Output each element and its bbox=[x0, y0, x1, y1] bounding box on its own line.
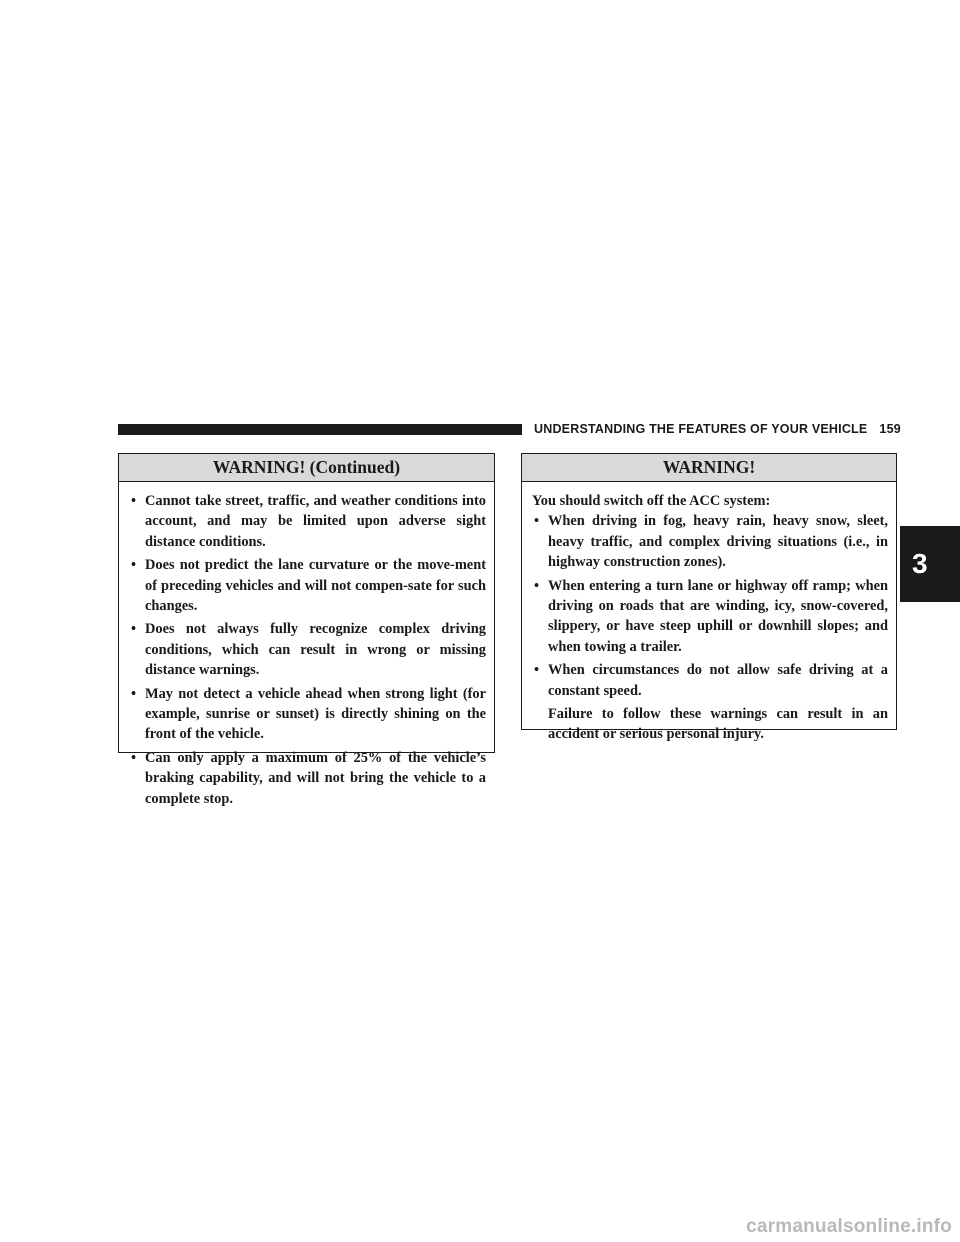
header-rule bbox=[118, 424, 522, 435]
warning-body-continued bbox=[119, 482, 494, 809]
list-item: • Cannot take street, traffic, and weather conditions into account, and may be limited upon adverse sight distance conditions. bbox=[131, 493, 486, 550]
chapter-tab: 3 bbox=[900, 526, 960, 602]
warning-box-continued bbox=[118, 453, 495, 807]
warning-intro: You should switch off the ACC system: bbox=[532, 493, 771, 509]
list-item: • When entering a turn lane or highway off ramp; when driving on roads that are winding, icy, snow-covered, slippery, or have steep uphill or downhill slopes; and when towing a trailer. bbox=[534, 577, 888, 655]
bullet-icon: • bbox=[534, 513, 540, 530]
running-header bbox=[534, 420, 901, 438]
bullet-icon: • bbox=[131, 685, 137, 702]
list-item: • May not detect a vehicle ahead when strong light (for example, sunrise or sunset) is directly shining on the front of the vehicle. bbox=[131, 685, 486, 743]
warning-title: WARNING! bbox=[522, 454, 896, 482]
list-item: • When driving in fog, heavy rain, heavy snow, sleet, heavy traffic, and complex driving situations (i.e., in highway construction zones). bbox=[534, 513, 888, 571]
header-title: UNDERSTANDING THE FEATURES OF YOUR VEHICLE bbox=[534, 422, 868, 436]
list-item: • Does not predict the lane curvature or the move-ment of preceding vehicles and will not compen-sate for such changes. bbox=[131, 557, 486, 615]
warning-list-continued bbox=[129, 491, 486, 809]
list-item: • Does not always fully recognize complex driving conditions, which can result in wrong or missing distance warnings. bbox=[131, 621, 486, 679]
list-item: • When circumstances do not allow safe driving at a constant speed. bbox=[534, 662, 888, 699]
page-number: 159 bbox=[879, 422, 901, 436]
watermark: carmanualsonline.info bbox=[746, 1216, 952, 1237]
bullet-icon: • bbox=[131, 493, 137, 509]
bullet-icon: • bbox=[534, 577, 540, 594]
warning-list bbox=[532, 511, 888, 701]
bullet-icon: • bbox=[131, 749, 137, 766]
bullet-icon: • bbox=[131, 557, 137, 574]
bullet-icon: • bbox=[131, 621, 137, 638]
warning-closing: Failure to follow these warnings can result in an accident or serious personal injury. bbox=[548, 706, 888, 743]
bullet-icon: • bbox=[534, 662, 540, 679]
warning-box bbox=[521, 453, 897, 743]
warning-title-continued: WARNING! (Continued) bbox=[119, 454, 494, 482]
list-item: • Can only apply a maximum of 25% of the vehicle’s braking capability, and will not bring the vehicle to a complete stop. bbox=[131, 749, 486, 807]
warning-body bbox=[522, 482, 896, 745]
